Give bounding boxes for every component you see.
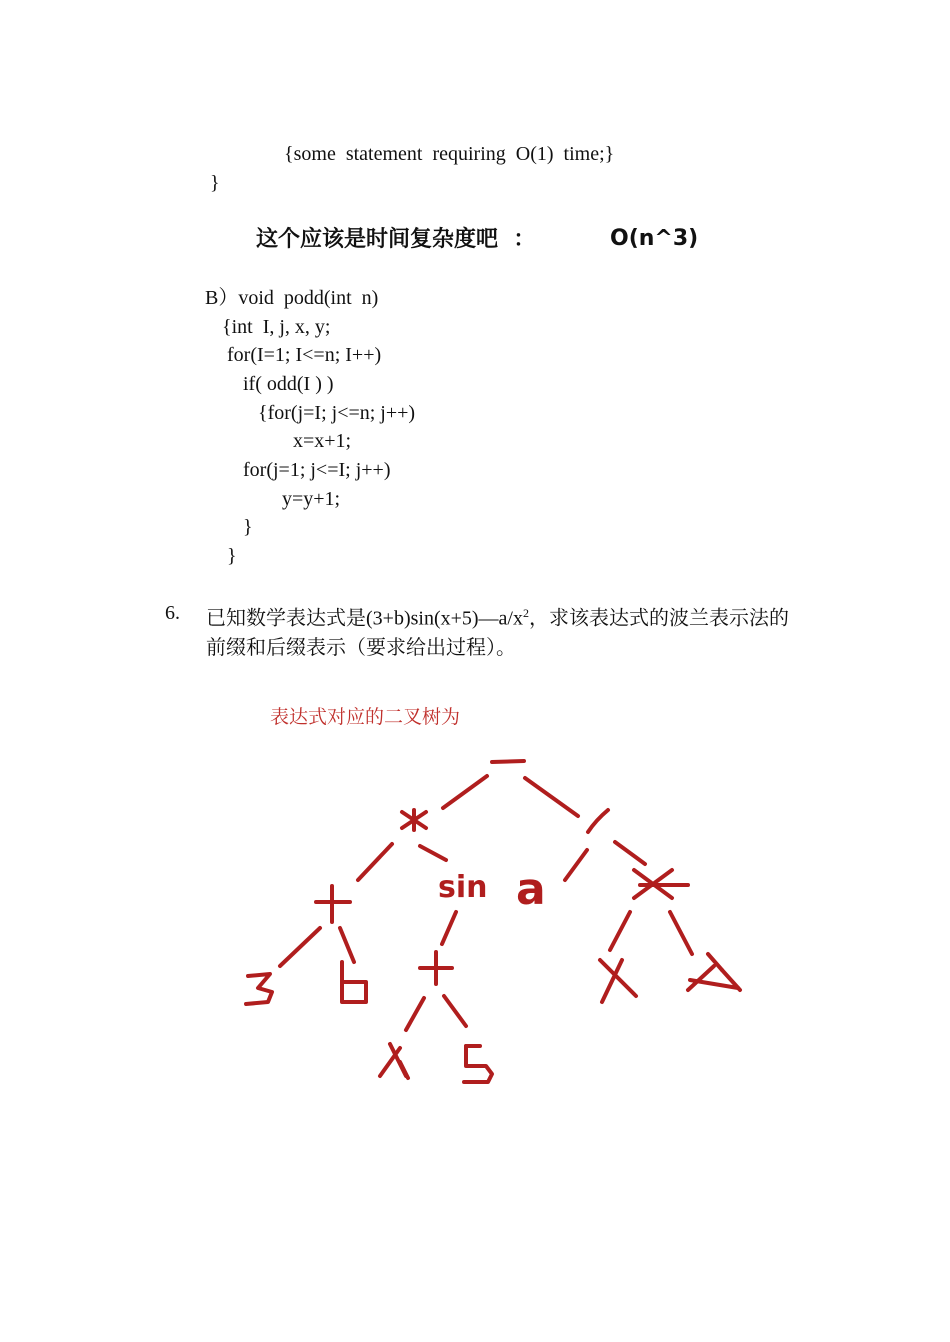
code-b-line: } <box>227 545 237 567</box>
tree-node-times-2 <box>634 870 688 898</box>
tree-edge <box>610 912 630 950</box>
complexity-value: O(n^3) <box>610 226 699 251</box>
tree-node-plus <box>316 886 350 922</box>
code-b-line: for(I=1; I<=n; I++) <box>227 344 382 366</box>
question-number: 6. <box>165 602 180 624</box>
code-b-line: } <box>243 516 253 538</box>
tree-node-a: a <box>516 864 546 915</box>
tree-edge <box>565 850 587 880</box>
question-text-main: 已知数学表达式是(3+b)sin(x+5)—a/x <box>206 607 523 630</box>
code-b-line: for(j=1; j<=I; j++) <box>243 459 391 481</box>
tree-edge <box>615 842 645 864</box>
code-b-line: y=y+1; <box>282 488 341 510</box>
question-text-tail: ，求该表达式的波兰表示法的前缀和后缀表示（要求给出过程）。 <box>206 607 789 659</box>
code-b-line: if( odd(I ) ) <box>243 373 334 395</box>
code-a-line-1: {some statement requiring O(1) time;} <box>284 143 615 165</box>
tree-node-5 <box>464 1046 492 1082</box>
code-b-line: {for(j=I; j<=n; j++) <box>258 402 416 424</box>
tree-node-plus-2 <box>420 952 452 984</box>
tree-edge <box>420 846 446 860</box>
tree-edge <box>340 928 354 962</box>
tree-caption: 表达式对应的二叉树为 <box>270 706 461 728</box>
question-superscript: 2 <box>522 606 529 620</box>
tree-edge <box>525 778 578 816</box>
tree-edge <box>280 928 320 966</box>
tree-edge <box>444 996 466 1026</box>
expression-tree <box>230 740 760 1100</box>
tree-edge <box>443 776 487 808</box>
tree-edge <box>670 912 692 954</box>
tree-edge <box>358 844 392 880</box>
code-b-line: x=x+1; <box>293 430 352 452</box>
code-b-line: B）void podd(int n) <box>205 287 379 309</box>
tree-node-sin: sin <box>438 870 488 905</box>
tree-node-3 <box>246 974 272 1004</box>
tree-node-x-2 <box>688 954 740 990</box>
tree-node-b <box>342 962 366 1002</box>
tree-node-x-3 <box>380 1044 408 1078</box>
question-text <box>206 599 796 663</box>
tree-node-divide <box>588 810 608 832</box>
code-b-line: {int I, j, x, y; <box>222 316 331 338</box>
tree-node-minus <box>492 761 524 762</box>
tree-node-times <box>402 810 426 830</box>
tree-edge <box>406 998 424 1030</box>
complexity-note: 这个应该是时间复杂度吧 ： <box>256 227 536 252</box>
tree-edge <box>442 912 456 944</box>
code-a-line-2: } <box>210 172 220 194</box>
tree-node-x-1 <box>600 960 636 1002</box>
